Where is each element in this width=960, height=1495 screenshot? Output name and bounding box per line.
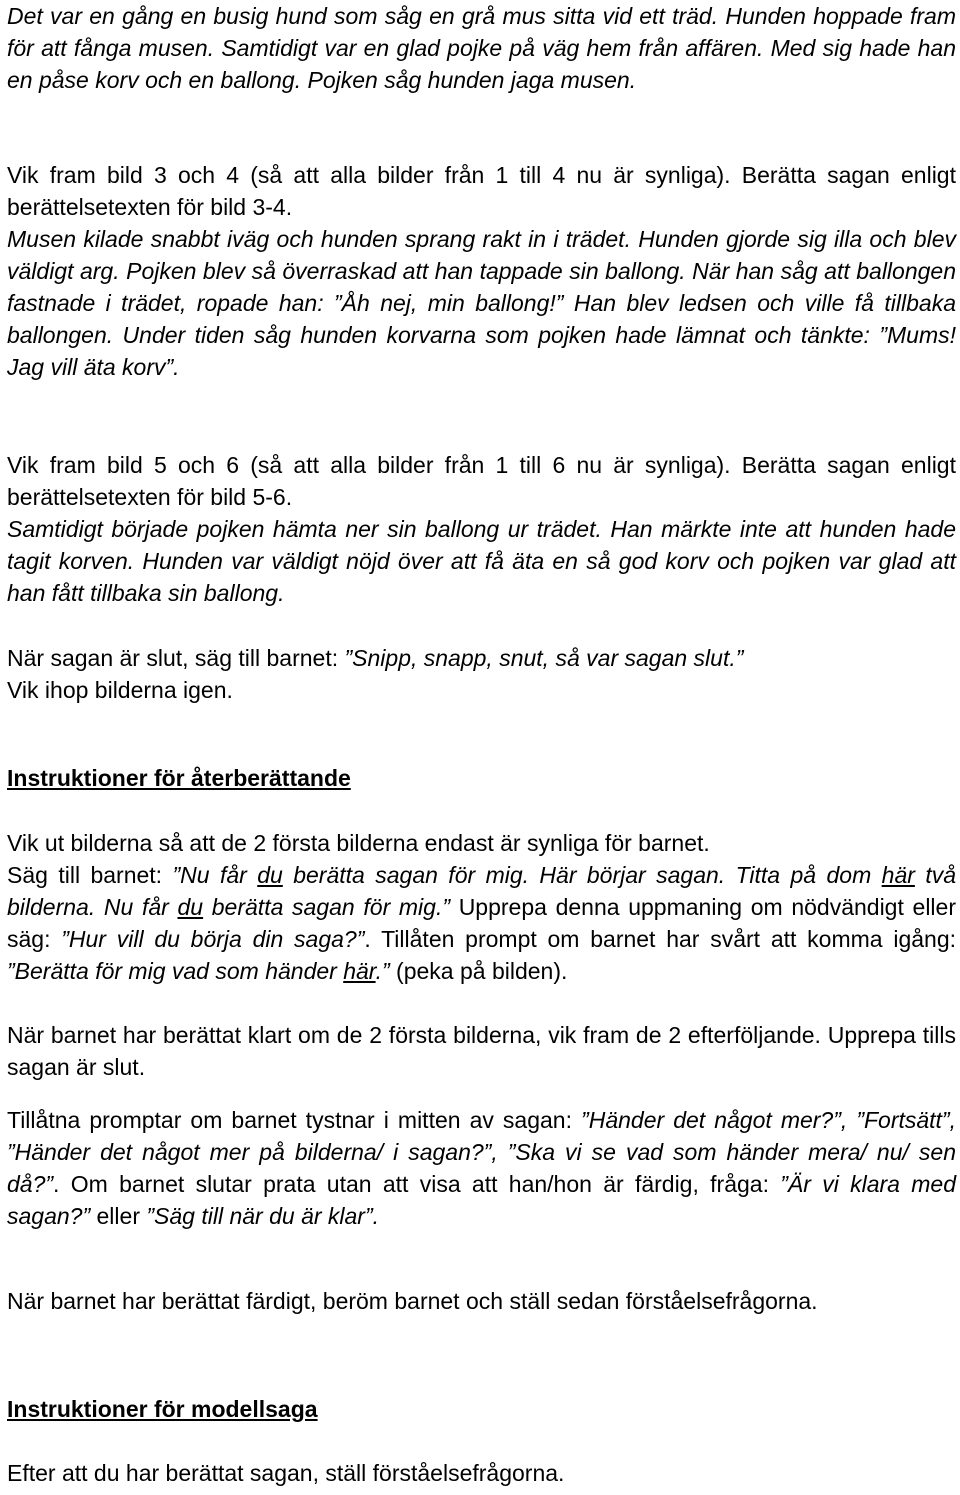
step3-story: Samtidigt började pojken hämta ner sin ballong ur trädet. Han märkte inte att hunden hade tagit korven. Hunden var väldigt nöjd över att få äta en så god korv och pojken var glad att han fått tillbaka sin ballong. <box>7 516 956 606</box>
prompt-quote: två bilderna. Nu får <box>7 862 956 920</box>
retelling-paragraph-4 <box>7 1104 956 1232</box>
retelling-paragraph-2 <box>7 859 956 987</box>
prompt-quote: ”Berätta för mig vad som händer <box>7 958 344 984</box>
prompt-emphasis: du <box>177 894 204 920</box>
prompt-quote: ”Säg till när du är klar” <box>146 1203 373 1229</box>
ending-lead: När sagan är slut, säg till barnet: <box>7 645 345 671</box>
retelling-paragraph-3: När barnet har berättat klart om de 2 första bilderna, vik fram de 2 efterföljande. Upprepa tills sagan är slut. <box>7 1022 956 1080</box>
ending-fold: Vik ihop bilderna igen. <box>7 677 233 703</box>
text-run: . Tillåten prompt om barnet har svårt att komma igång: <box>364 926 956 952</box>
prompt-quote: ”Nu får <box>172 862 258 888</box>
prompt-quote: ”Händer det något mer?”, ”Fortsätt”, ”Händer det något mer på bilderna/ i sagan?”, ”Ska vi se vad som händer mera/ nu/ sen då?” <box>7 1107 956 1197</box>
text-run: . <box>372 1203 380 1229</box>
text-run: (peka på bilden). <box>389 958 568 984</box>
text-run: eller <box>90 1203 147 1229</box>
prompt-emphasis: här <box>343 958 376 984</box>
step2-paragraph <box>7 159 956 383</box>
prompt-quote: berätta sagan för mig. Här börjar sagan. Titta på dom <box>282 862 882 888</box>
prompt-emphasis: du <box>257 862 283 888</box>
step3-instruction: Vik fram bild 5 och 6 (så att alla bilder från 1 till 6 nu är synliga). Berätta sagan enligt berättelsetexten för bild 5-6. <box>7 452 956 510</box>
prompt-quote: .” <box>375 958 390 984</box>
step2-instruction: Vik fram bild 3 och 4 (så att alla bilder från 1 till 4 nu är synliga). Berätta sagan enligt berättelsetexten för bild 3-4. <box>7 162 956 220</box>
prompt-quote: ”Är vi klara med sagan?” <box>7 1171 956 1229</box>
prompt-quote: ”Hur vill du börja din saga?” <box>61 926 365 952</box>
text-run: Säg till barnet: <box>7 862 173 888</box>
model-story-paragraph: Efter att du har berättat sagan, ställ förståelsefrågorna. <box>7 1460 565 1486</box>
ending-phrase: ”Snipp, snapp, snut, så var sagan slut.” <box>344 645 744 671</box>
ending-paragraph <box>7 642 956 706</box>
section-heading-retelling: Instruktioner för återberättande <box>7 765 351 791</box>
prompt-quote: berätta sagan för mig.” <box>203 894 451 920</box>
step3-paragraph <box>7 449 956 609</box>
section-heading-model-story: Instruktioner för modellsaga <box>7 1396 318 1422</box>
step2-story-a: Musen kilade snabbt iväg och hunden sprang rakt in i trädet. Hunden gjorde sig illa och blev väldigt arg. Pojken blev så överraskad att han tappade sin ballong. När han såg att ballongen fastnade i trädet, ropade han: ”Åh nej, min ballong! <box>7 226 956 316</box>
intro-story-paragraph: Det var en gång en busig hund som såg en grå mus sitta vid ett träd. Hunden hoppade fram för att fånga musen. Samtidigt var en glad pojke på väg hem från affären. Med sig hade han en påse korv och en ballong. Pojken såg hunden jaga musen. <box>7 3 956 93</box>
prompt-emphasis: här <box>881 862 915 888</box>
retelling-paragraph-5: När barnet har berättat färdigt, beröm barnet och ställ sedan förståelsefrågorna. <box>7 1288 818 1314</box>
text-run: Tillåtna promptar om barnet tystnar i mitten av sagan: <box>7 1107 582 1133</box>
retelling-paragraph-1: Vik ut bilderna så att de 2 första bilderna endast är synliga för barnet. <box>7 830 710 856</box>
step2-story-b: ” Han blev ledsen och ville få tillbaka ballongen. Under tiden såg hunden korvarna som pojken hade lämnat och tänkte: ”Mums! Jag vill äta korv”. <box>7 290 956 380</box>
text-run: Upprepa denna uppmaning om nödvändigt eller säg: <box>7 894 956 952</box>
text-run: . Om barnet slutar prata utan att visa att han/hon är färdig, fråga: <box>53 1171 781 1197</box>
